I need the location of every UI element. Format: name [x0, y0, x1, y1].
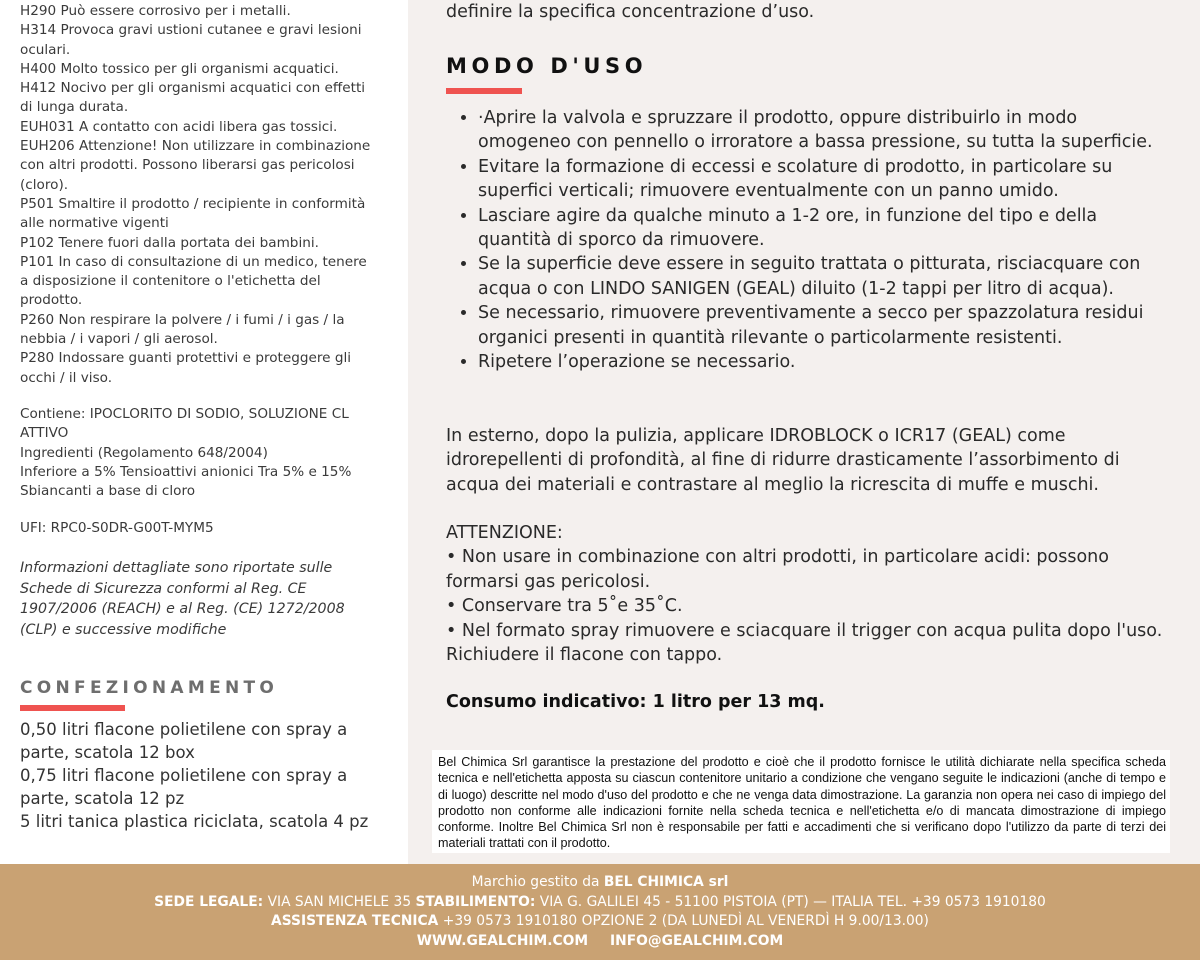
usage-step: • Se la superficie deve essere in seguito trattata o pitturata, risciacquare con acqua o con LINDO SANIGEN (GEAL) diluito (1-2 tappi per litro di acqua).: [478, 252, 1171, 301]
packaging-title-underline: [20, 705, 125, 711]
footer-brand-name: BEL CHIMICA srl: [603, 874, 729, 890]
footer-address-line: [0, 893, 1200, 913]
usage-step: • Lasciare agire da qualche minuto a 1-2 ore, in funzione del tipo e della quantità di sporco da rimuovere.: [478, 204, 1171, 253]
precaution-p260: P260 Non respirare la polvere / i fumi / i gas / la nebbia / i vapori / gli aerosol.: [20, 311, 345, 348]
packaging-item: 0,50 litri flacone polietilene con spray a parte, scatola 12 box: [20, 720, 348, 762]
precaution-p280: P280 Indossare guanti protettivi e proteggere gli occhi / il viso.: [20, 350, 352, 386]
hazard-euh031: EUH031 A contatto con acidi libera gas tossici.: [20, 118, 338, 135]
footer-email-link[interactable]: INFO@GEALCHIM.COM: [610, 932, 784, 949]
footer-brand-prefix: Marchio gestito da: [471, 874, 600, 890]
attention-title: ATTENZIONE:: [446, 523, 563, 543]
precaution-p102: P102 Tenere fuori dalla portata dei bambini.: [20, 234, 319, 251]
composition-contains: Contiene: IPOCLORITO DI SODIO, SOLUZIONE CL ATTIVO: [20, 406, 349, 442]
usage-step: • Se necessario, rimuovere preventivamente a secco per spazzolatura residui organici presenti in quantità rilevante o particolarmente resistenti.: [478, 301, 1171, 350]
safety-info-note: Informazioni dettagliate sono riportate sulle Schede di Sicurezza conformi al Reg. CE 1907/2006 (REACH) e al Reg. (CE) 1272/2008 (CLP) e successive modifiche: [20, 560, 345, 638]
footer-brand-line: [0, 873, 1200, 893]
footer-support-line: [0, 912, 1200, 932]
hazard-h290: H290 Può essere corrosivo per i metalli.: [20, 3, 291, 19]
usage-step: • ·Aprire la valvola e spruzzare il prodotto, oppure distribuirlo in modo omogeneo con pennello o irroratore a bassa pressione, su tutta la superficie.: [478, 106, 1171, 155]
concentration-note: definire la specifica concentrazione d’uso.: [446, 2, 815, 22]
footer-legal-address: VIA SAN MICHELE 35: [267, 893, 412, 910]
packaging-list: [20, 718, 380, 833]
footer-support-label: ASSISTENZA TECNICA: [271, 913, 439, 929]
hazard-h412: H412 Nocivo per gli organismi acquatici con effetti di lunga durata.: [20, 80, 366, 116]
precaution-p501: P501 Smaltire il prodotto / recipiente in conformità alle normative vigenti: [20, 195, 366, 232]
footer-plant-label: STABILIMENTO:: [415, 893, 536, 910]
packaging-title: CONFEZIONAMENTO: [20, 678, 279, 698]
usage-step: • Ripetere l’operazione se necessario.: [478, 350, 1171, 374]
hazard-h400: H400 Molto tossico per gli organismi acquatici.: [20, 60, 339, 77]
hazard-h314: H314 Provoca gravi ustioni cutanee e gravi lesioni oculari.: [20, 22, 362, 58]
hazard-euh206: EUH206 Attenzione! Non utilizzare in combinazione con altri prodotti. Possono liberarsi gas pericolosi (cloro).: [20, 138, 371, 193]
consumption-note: Consumo indicativo: 1 litro per 13 mq.: [446, 692, 825, 712]
ufi-code: UFI: RPC0-S0DR-G00T-MYM5: [20, 520, 214, 536]
composition-ingredients: Ingredienti (Regolamento 648/2004): [20, 444, 268, 461]
warranty-disclaimer: Bel Chimica Srl garantisce la prestazione del prodotto e cioè che il prodotto fornisce le utilità dichiarate nella specifica scheda tecnica e nell'etichetta apposta su ciascun contenitore unitario a condizione che vengano seguite le indicazioni (anche di tempo e di luogo) descritte nel modo d'uso del prodotto e che ne venga data dimostrazione. La garanzia non opera nei caso di impiego del prodotto non conforme alle indicazioni fornite nella scheda tecnica e nell'etichetta e/o di mancata dimostrazione di impiego conforme. Inoltre Bel Chimica Srl non è responsabile per fatti e accadimenti che si verificano dopo l'utilizzo da parte di terzi dei materiali trattati con il prodotto.: [432, 750, 1170, 853]
usage-title-underline: [446, 88, 522, 94]
footer-legal-label: SEDE LEGALE:: [154, 893, 264, 910]
attention-item: • Conservare tra 5˚e 35˚C.: [446, 596, 683, 617]
precaution-p101: P101 In caso di consultazione di un medico, tenere a disposizione il contenitore o l'etichetta del prodotto.: [20, 253, 367, 309]
hazard-statements: [20, 2, 375, 388]
attention-item: • Nel formato spray rimuovere e sciacquare il trigger con acqua pulita dopo l'uso. Richiudere il flacone con tappo.: [446, 620, 1163, 666]
packaging-item: 5 litri tanica plastica riciclata, scatola 4 pz: [20, 812, 369, 831]
footer-website-link[interactable]: WWW.GEALCHIM.COM: [416, 932, 589, 949]
exterior-note: In esterno, dopo la pulizia, applicare IDROBLOCK o ICR17 (GEAL) come idrorepellenti di profondità, al fine di ridurre drasticamente l’assorbimento di acqua dei materiali e contrastare al meglio la ricrescita di muffe e muschi.: [446, 426, 1120, 495]
footer-support-text: +39 0573 1910180 OPZIONE 2 (DA LUNEDÌ AL VENERDÌ H 9.00/13.00): [442, 913, 929, 929]
footer-plant-address: VIA G. GALILEI 45 - 51100 PISTOIA (PT) — ITALIA TEL. +39 0573 1910180: [539, 893, 1046, 910]
attention-item: • Non usare in combinazione con altri prodotti, in particolare acidi: possono formarsi gas pericolosi.: [446, 547, 1109, 592]
composition: [20, 405, 375, 501]
composition-bleach: Sbiancanti a base di cloro: [20, 483, 196, 500]
usage-title: MODO D'USO: [446, 54, 648, 78]
usage-step: • Evitare la formazione di eccessi e scolature di prodotto, in particolare su superfici verticali; rimuovere eventualmente con un panno umido.: [478, 155, 1171, 204]
usage-steps: [446, 106, 1171, 374]
attention-section: [446, 521, 1171, 667]
packaging-item: 0,75 litri flacone polietilene con spray a parte, scatola 12 pz: [20, 766, 348, 808]
composition-tensioactives: Inferiore a 5% Tensioattivi anionici Tra 5% e 15%: [20, 463, 352, 480]
footer: [0, 864, 1200, 960]
footer-contact-line: [0, 932, 1200, 952]
